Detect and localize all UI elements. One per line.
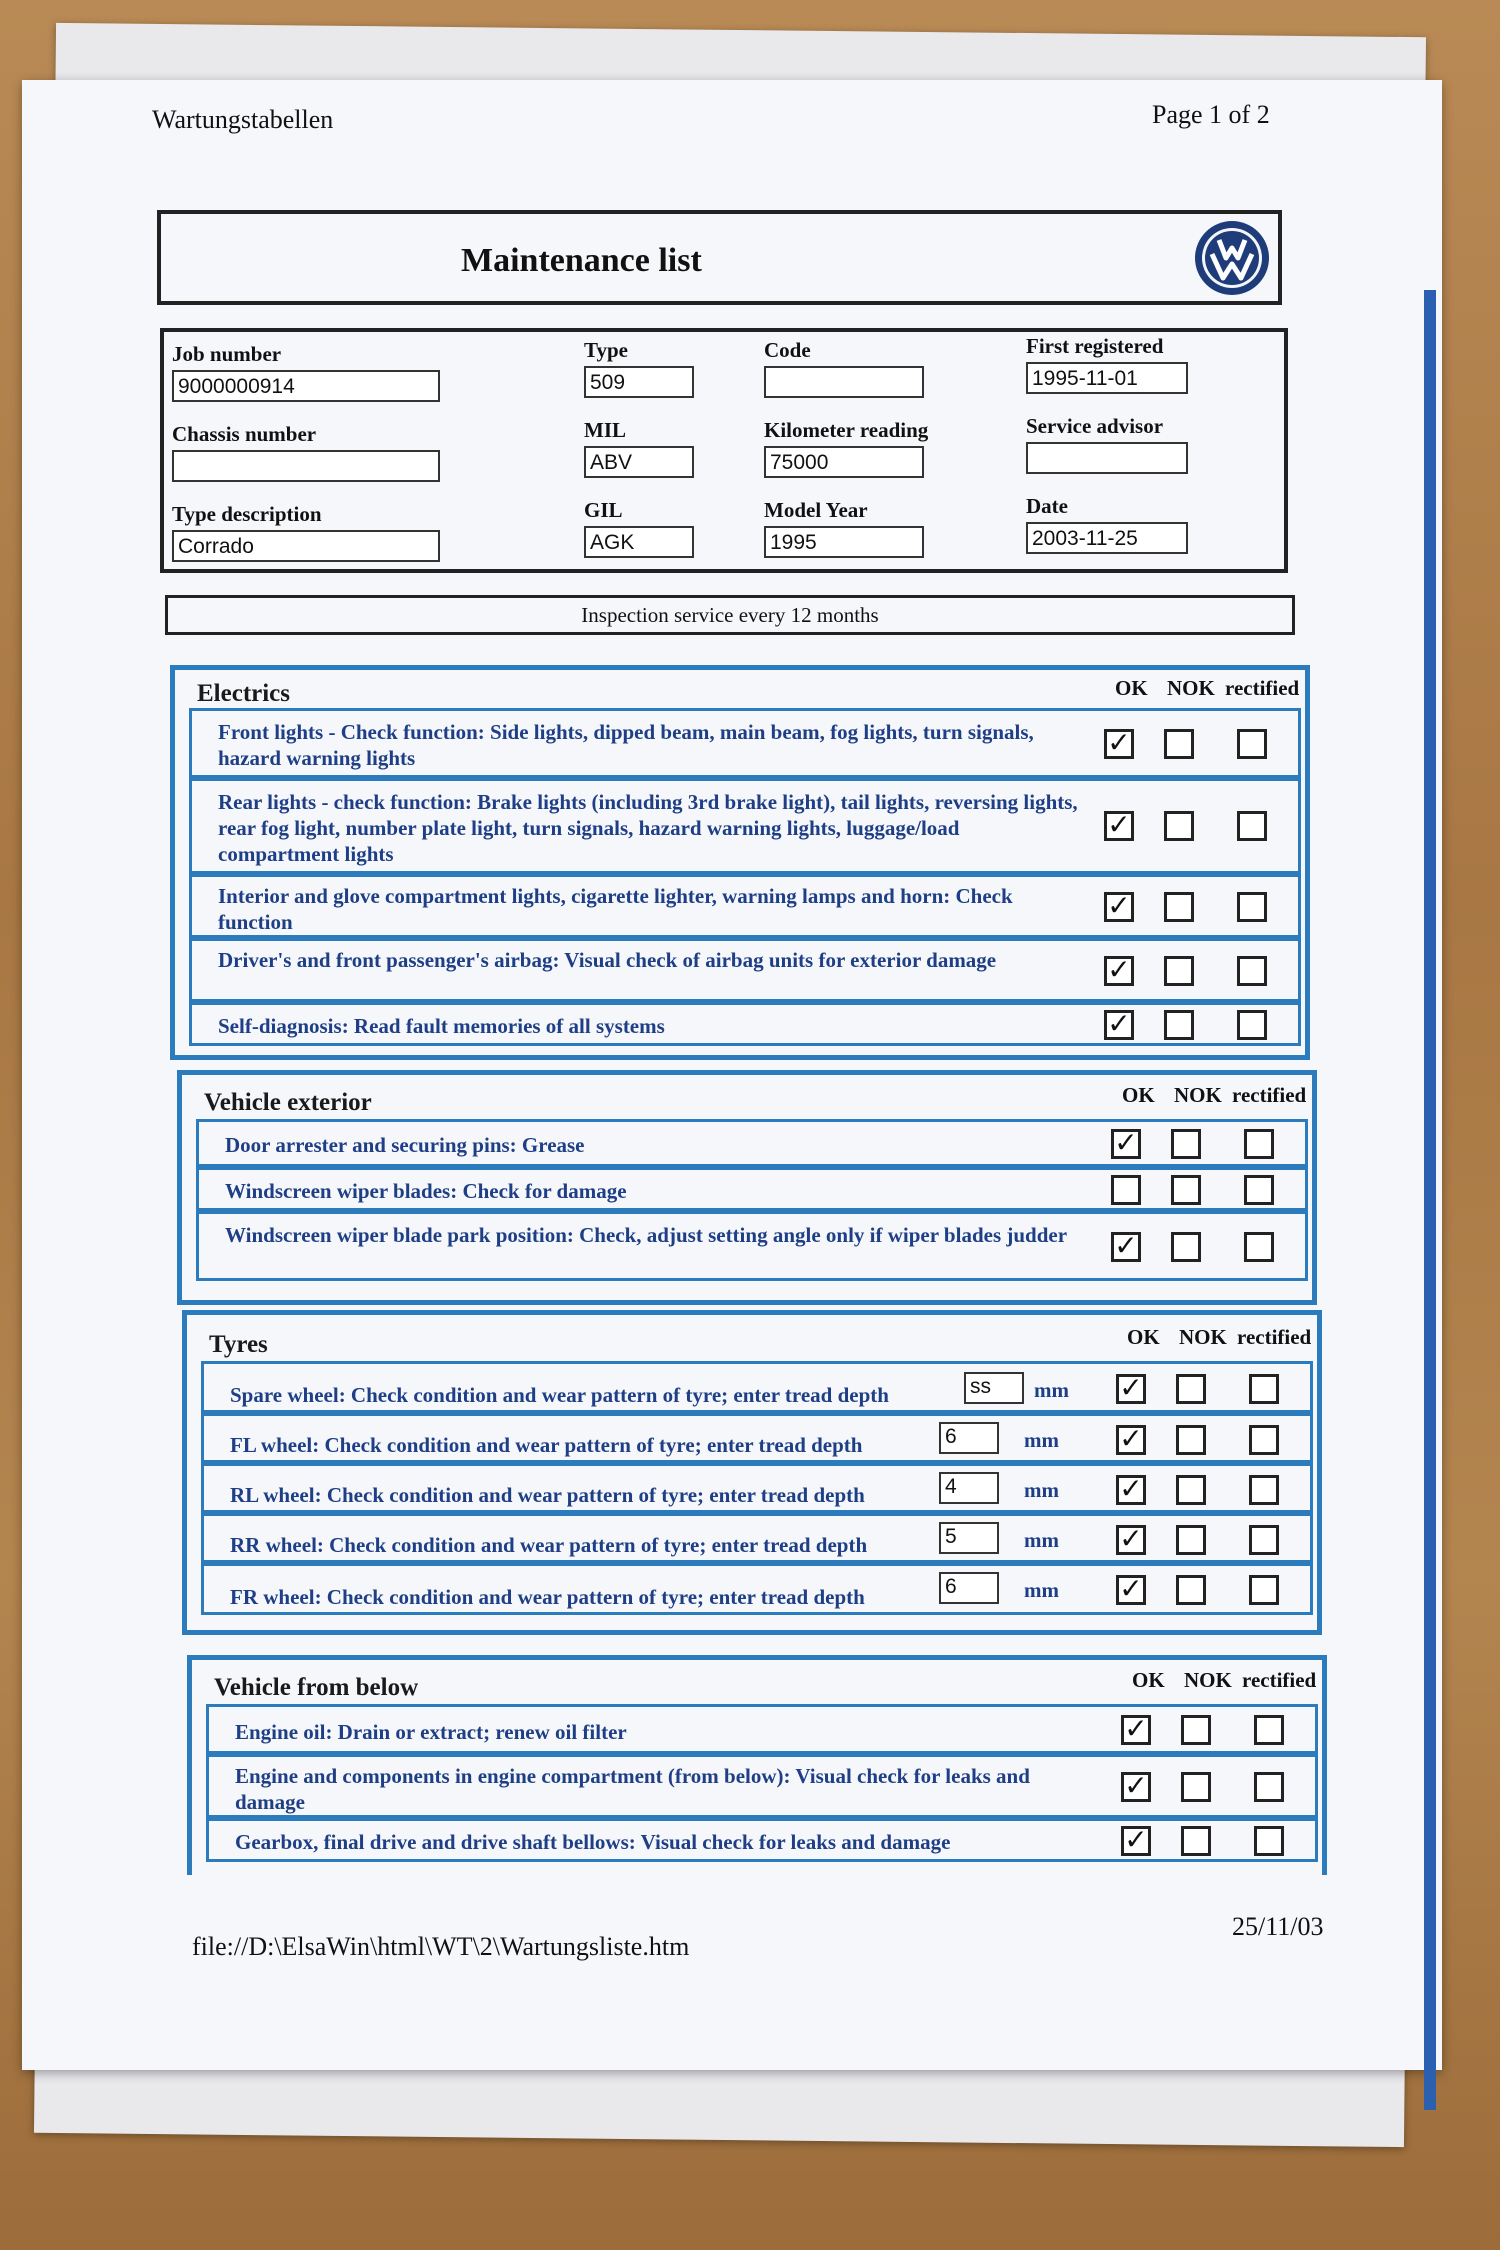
tread-unit: mm: [1034, 1378, 1069, 1402]
kilometer-reading-field: 75000: [764, 446, 924, 478]
rectified-checkbox[interactable]: [1249, 1525, 1279, 1555]
nok-checkbox[interactable]: [1164, 1010, 1194, 1040]
job-number-field: 9000000914: [172, 370, 440, 402]
title-box: [157, 210, 1282, 305]
nok-checkbox[interactable]: [1176, 1425, 1206, 1455]
ok-checkbox[interactable]: ✓: [1121, 1772, 1151, 1802]
first-registered-field: 1995-11-01: [1026, 362, 1188, 394]
service-advisor-label: Service advisor: [1026, 414, 1164, 438]
item-text: Engine oil: Drain or extract; renew oil filter: [235, 1720, 627, 1744]
type-description-label: Type description: [172, 502, 322, 526]
rectified-checkbox[interactable]: [1237, 892, 1267, 922]
service-advisor-field: [1026, 442, 1188, 474]
tread-depth-field[interactable]: 6: [939, 1572, 999, 1604]
gil-field: AGK: [584, 526, 694, 558]
rectified-checkbox[interactable]: [1244, 1232, 1274, 1262]
nok-checkbox[interactable]: [1171, 1129, 1201, 1159]
section-vehicle-exterior: [177, 1070, 1317, 1305]
list-item: [196, 1167, 1308, 1211]
tread-depth-field[interactable]: ss: [964, 1372, 1024, 1404]
col-rectified: rectified: [1237, 1325, 1312, 1349]
interval-box: Inspection service every 12 months: [165, 595, 1295, 635]
ok-checkbox[interactable]: ✓: [1121, 1715, 1151, 1745]
nok-checkbox[interactable]: [1164, 892, 1194, 922]
list-item: [201, 1463, 1313, 1513]
rectified-checkbox[interactable]: [1237, 956, 1267, 986]
list-item: [189, 778, 1301, 874]
section-title: Vehicle exterior: [204, 1089, 372, 1116]
ok-checkbox[interactable]: ✓: [1104, 956, 1134, 986]
col-ok: OK: [1122, 1083, 1155, 1107]
header-left: Wartungstabellen: [152, 105, 334, 134]
col-rectified: rectified: [1225, 676, 1300, 700]
nok-checkbox[interactable]: [1176, 1475, 1206, 1505]
col-ok: OK: [1132, 1668, 1165, 1692]
section-electrics: [170, 665, 1310, 1060]
code-field: [764, 366, 924, 398]
tread-unit: mm: [1024, 1428, 1059, 1452]
ok-checkbox[interactable]: [1111, 1175, 1141, 1205]
list-item: [189, 708, 1301, 778]
job-number-label: Job number: [172, 342, 282, 366]
tread-unit: mm: [1024, 1528, 1059, 1552]
ok-checkbox[interactable]: ✓: [1116, 1425, 1146, 1455]
ok-checkbox[interactable]: ✓: [1121, 1826, 1151, 1856]
rectified-checkbox[interactable]: [1249, 1374, 1279, 1404]
section-title: Electrics: [197, 680, 291, 707]
rectified-checkbox[interactable]: [1244, 1129, 1274, 1159]
rectified-checkbox[interactable]: [1244, 1175, 1274, 1205]
tread-unit: mm: [1024, 1478, 1059, 1502]
tread-depth-field[interactable]: 6: [939, 1422, 999, 1454]
list-item: [196, 1119, 1308, 1167]
nok-checkbox[interactable]: [1164, 956, 1194, 986]
item-text: Spare wheel: Check condition and wear pattern of tyre; enter tread depth: [230, 1383, 889, 1407]
col-ok: OK: [1127, 1325, 1160, 1349]
rectified-checkbox[interactable]: [1237, 1010, 1267, 1040]
ok-checkbox[interactable]: ✓: [1111, 1232, 1141, 1262]
col-nok: NOK: [1184, 1668, 1232, 1692]
ok-checkbox[interactable]: ✓: [1111, 1129, 1141, 1159]
maintenance-sheet: [22, 80, 1442, 2070]
item-text: Door arrester and securing pins: Grease: [225, 1133, 585, 1157]
item-text: FR wheel: Check condition and wear pattern of tyre; enter tread depth: [230, 1585, 865, 1609]
rectified-checkbox[interactable]: [1237, 811, 1267, 841]
type-description-field: Corrado: [172, 530, 440, 562]
col-ok: OK: [1115, 676, 1148, 700]
nok-checkbox[interactable]: [1171, 1175, 1201, 1205]
col-nok: NOK: [1167, 676, 1215, 700]
tread-depth-field[interactable]: 5: [939, 1522, 999, 1554]
list-item: [206, 1704, 1318, 1754]
section-vehicle-from-below: [187, 1655, 1327, 1875]
ok-checkbox[interactable]: ✓: [1104, 811, 1134, 841]
list-item: [189, 874, 1301, 938]
col-rectified: rectified: [1232, 1083, 1307, 1107]
item-text: Rear lights - check function: Brake lights (including 3rd brake light), tail lights, reversing lights, rear fog light, number plate light, turn signals, hazard warning lights, luggage/load compartment lights: [218, 790, 1078, 866]
col-rectified: rectified: [1242, 1668, 1317, 1692]
item-text: Windscreen wiper blade park position: Check, adjust setting angle only if wiper blades judder: [225, 1223, 1068, 1247]
ok-checkbox[interactable]: ✓: [1116, 1525, 1146, 1555]
col-nok: NOK: [1179, 1325, 1227, 1349]
page-number: Page 1 of 2: [1152, 100, 1270, 129]
nok-checkbox[interactable]: [1181, 1715, 1211, 1745]
rectified-checkbox[interactable]: [1254, 1826, 1284, 1856]
code-label: Code: [764, 338, 811, 362]
date-label: Date: [1026, 494, 1068, 518]
ok-checkbox[interactable]: ✓: [1116, 1475, 1146, 1505]
ok-checkbox[interactable]: ✓: [1104, 1010, 1134, 1040]
mil-label: MIL: [584, 418, 626, 442]
date-field: 2003-11-25: [1026, 522, 1188, 554]
nok-checkbox[interactable]: [1176, 1374, 1206, 1404]
tread-depth-field[interactable]: 4: [939, 1472, 999, 1504]
nok-checkbox[interactable]: [1181, 1826, 1211, 1856]
section-title: Vehicle from below: [214, 1674, 419, 1701]
ok-checkbox[interactable]: ✓: [1116, 1575, 1146, 1605]
rectified-checkbox[interactable]: [1249, 1425, 1279, 1455]
page-title: Maintenance list: [461, 242, 702, 279]
item-text: RR wheel: Check condition and wear pattern of tyre; enter tread depth: [230, 1533, 868, 1557]
item-text: Windscreen wiper blades: Check for damage: [225, 1179, 627, 1203]
type-field: 509: [584, 366, 694, 398]
section-title: Tyres: [209, 1331, 268, 1358]
gil-label: GIL: [584, 498, 623, 522]
rectified-checkbox[interactable]: [1254, 1715, 1284, 1745]
ok-checkbox[interactable]: ✓: [1116, 1374, 1146, 1404]
footer-file-path: file://D:\ElsaWin\html\WT\2\Wartungsliste.htm: [192, 1932, 690, 1961]
item-text: Front lights - Check function: Side lights, dipped beam, main beam, fog lights, turn signals, hazard warning lights: [218, 720, 1034, 770]
chassis-number-label: Chassis number: [172, 422, 317, 446]
list-item: [189, 938, 1301, 1002]
ok-checkbox[interactable]: ✓: [1104, 729, 1134, 759]
item-text: Gearbox, final drive and drive shaft bellows: Visual check for leaks and damage: [235, 1830, 951, 1854]
list-item: [206, 1818, 1318, 1862]
item-text: Engine and components in engine compartment (from below): Visual check for leaks and damage: [235, 1764, 1030, 1814]
rectified-checkbox[interactable]: [1254, 1772, 1284, 1802]
nok-checkbox[interactable]: [1164, 811, 1194, 841]
first-registered-label: First registered: [1026, 334, 1164, 358]
list-item: [201, 1413, 1313, 1463]
list-item: [201, 1513, 1313, 1563]
nok-checkbox[interactable]: [1171, 1232, 1201, 1262]
list-item: [201, 1361, 1313, 1413]
list-item: [189, 1002, 1301, 1046]
list-item: [201, 1563, 1313, 1615]
item-text: Driver's and front passenger's airbag: Visual check of airbag units for exterior damage: [218, 948, 997, 972]
type-label: Type: [584, 338, 628, 362]
edge-strip: [1424, 290, 1436, 2110]
item-text: Self-diagnosis: Read fault memories of all systems: [218, 1014, 665, 1038]
item-text: FL wheel: Check condition and wear pattern of tyre; enter tread depth: [230, 1433, 863, 1457]
nok-checkbox[interactable]: [1181, 1772, 1211, 1802]
rectified-checkbox[interactable]: [1237, 729, 1267, 759]
vw-logo-icon: [1192, 218, 1272, 298]
col-nok: NOK: [1174, 1083, 1222, 1107]
kilometer-reading-label: Kilometer reading: [764, 418, 929, 442]
nok-checkbox[interactable]: [1176, 1525, 1206, 1555]
section-tyres: [182, 1310, 1322, 1635]
mil-field: ABV: [584, 446, 694, 478]
chassis-number-field: [172, 450, 440, 482]
model-year-label: Model Year: [764, 498, 868, 522]
vehicle-info-box: [160, 328, 1288, 573]
rectified-checkbox[interactable]: [1249, 1575, 1279, 1605]
tread-unit: mm: [1024, 1578, 1059, 1602]
ok-checkbox[interactable]: ✓: [1104, 892, 1134, 922]
model-year-field: 1995: [764, 526, 924, 558]
nok-checkbox[interactable]: [1176, 1575, 1206, 1605]
footer-date: 25/11/03: [1232, 1912, 1324, 1941]
rectified-checkbox[interactable]: [1249, 1475, 1279, 1505]
item-text: Interior and glove compartment lights, cigarette lighter, warning lamps and horn: Check function: [218, 884, 1013, 934]
list-item: [196, 1211, 1308, 1281]
list-item: [206, 1754, 1318, 1818]
item-text: RL wheel: Check condition and wear pattern of tyre; enter tread depth: [230, 1483, 865, 1507]
nok-checkbox[interactable]: [1164, 729, 1194, 759]
